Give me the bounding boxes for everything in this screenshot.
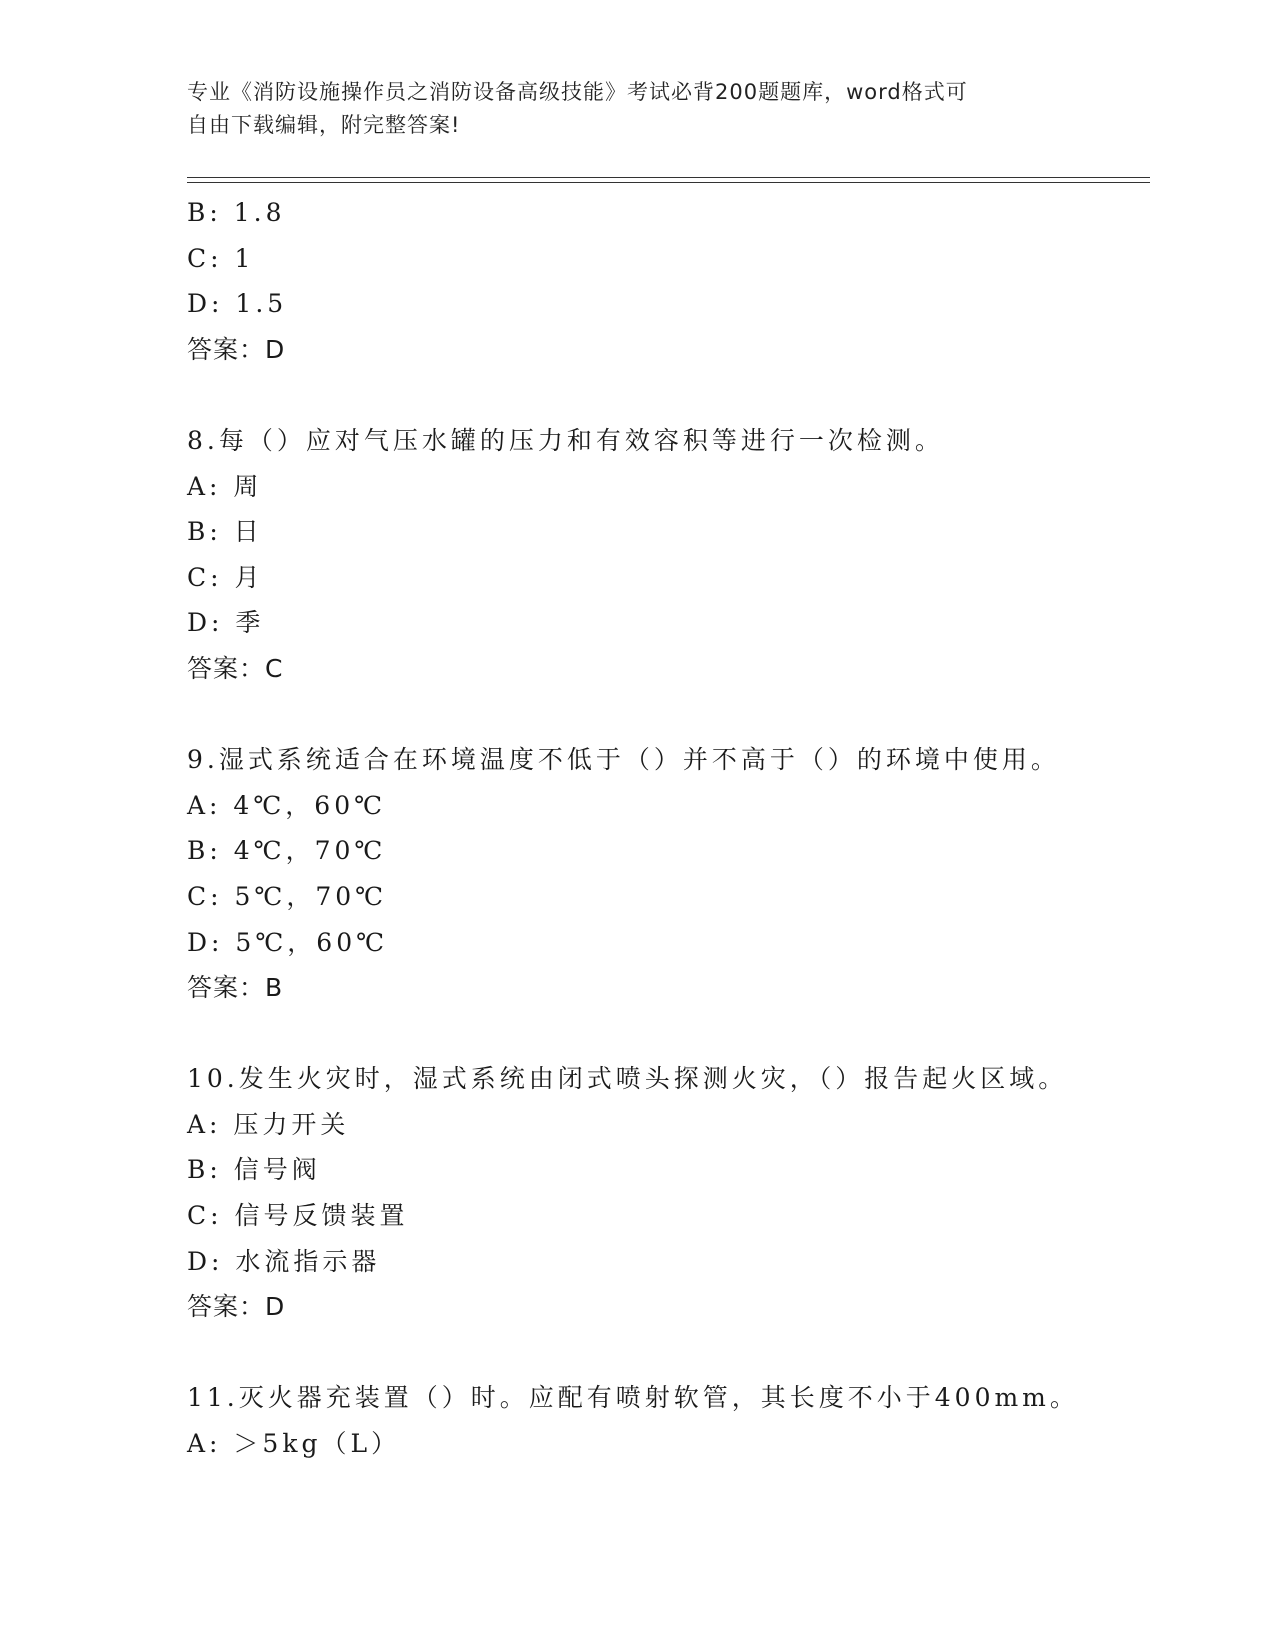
answer-text: 答案：B bbox=[187, 973, 284, 1003]
spacer bbox=[187, 692, 1147, 738]
option-text: A: 压力开关 bbox=[187, 1109, 350, 1139]
option-text: C: 月 bbox=[187, 562, 264, 592]
spacer bbox=[187, 1011, 1147, 1057]
spacer bbox=[187, 1330, 1147, 1376]
option-text: B: 日 bbox=[187, 517, 263, 547]
option-text: A: 周 bbox=[187, 471, 263, 501]
question-text: 9.湿式系统适合在环境温度不低于（）并不高于（）的环境中使用。 bbox=[187, 745, 1060, 775]
header-title-line-1: 专业《消防设施操作员之消防设备高级技能》考试必背200题题库，word格式可 bbox=[187, 80, 968, 104]
question-text: 11.灭火器充装置（）时。应配有喷射软管，其长度不小于400mm。 bbox=[187, 1383, 1079, 1413]
answer-text: 答案：C bbox=[187, 653, 284, 683]
question-list bbox=[187, 190, 1147, 1467]
option-text: D: 水流指示器 bbox=[187, 1246, 381, 1276]
question-text: 8.每（）应对气压水罐的压力和有效容积等进行一次检测。 bbox=[187, 425, 944, 455]
option-text: B: 4℃，70℃ bbox=[187, 836, 387, 866]
spacer bbox=[187, 372, 1147, 418]
option-text: A: ＞5kg（L） bbox=[187, 1429, 401, 1459]
header-divider-top bbox=[187, 177, 1150, 178]
option-text: B: 1.8 bbox=[187, 198, 286, 227]
option-text: C: 信号反馈装置 bbox=[187, 1201, 409, 1231]
option-text: D: 1.5 bbox=[187, 289, 288, 319]
option-text: B: 信号阀 bbox=[187, 1155, 321, 1185]
option-text: C: 5℃，70℃ bbox=[187, 881, 388, 911]
answer-text: 答案：D bbox=[187, 1292, 286, 1322]
option-text: A: 4℃，60℃ bbox=[187, 790, 387, 820]
header-title-line-2: 自由下载编辑，附完整答案! bbox=[187, 113, 461, 137]
document-header bbox=[187, 76, 1067, 142]
option-text: D: 季 bbox=[187, 608, 265, 638]
question-text: 10.发生火灾时，湿式系统由闭式喷头探测火灾，（）报告起火区域。 bbox=[187, 1064, 1068, 1094]
option-text: C: 1 bbox=[187, 243, 255, 273]
header-divider-bottom bbox=[187, 182, 1150, 183]
answer-text: 答案：D bbox=[187, 334, 286, 364]
option-text: D: 5℃，60℃ bbox=[187, 927, 389, 957]
